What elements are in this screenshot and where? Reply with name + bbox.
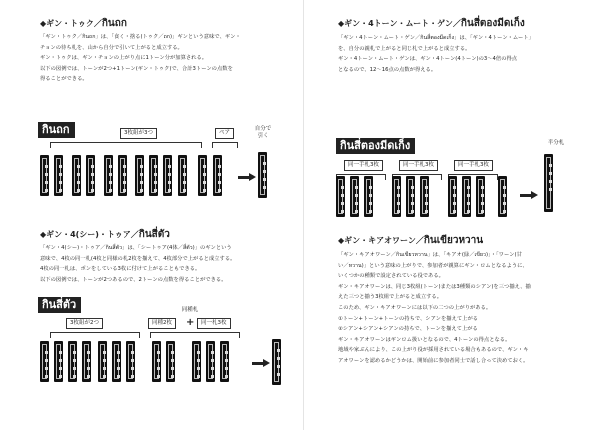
card-tile bbox=[178, 155, 187, 196]
group-bracket bbox=[50, 332, 140, 338]
arrow-icon bbox=[520, 194, 532, 197]
section-label: กินสี่ตองมีดเก็ง bbox=[336, 138, 415, 154]
section-gin-si-tua bbox=[40, 227, 170, 242]
card-tile bbox=[126, 341, 135, 382]
card-tile bbox=[54, 155, 63, 196]
section-body bbox=[338, 33, 534, 75]
group-label: 同一手札3枚 bbox=[454, 160, 493, 171]
card-tile bbox=[198, 155, 207, 196]
group-label: 同一札3枚 bbox=[197, 318, 231, 329]
section-gin-thuk bbox=[40, 16, 127, 31]
arrow-icon bbox=[238, 176, 250, 179]
card-tile bbox=[135, 155, 144, 196]
body-line: 「ギン・4トーン・ムート・ゲン／กินสี่ตองมีดเก็ง」は、「ギン・4トーン・ムート」 bbox=[338, 35, 534, 41]
body-line: ギン・4トーン・ムート・ゲンは、ギン・4トーン(4トーン)の3〜4倍の得点 bbox=[338, 56, 518, 63]
body-line: 得ることができる。 bbox=[40, 76, 88, 83]
card-tile bbox=[112, 341, 121, 382]
body-line: ギン・トゥクは、ギン・チョンの上がり点に1トーン分が加算される。 bbox=[40, 55, 208, 62]
card-tile bbox=[152, 341, 161, 382]
card-tile bbox=[220, 341, 229, 382]
section-gin-khiao-wan bbox=[338, 233, 483, 248]
body-line: 意味で、4枚の同一札(4枚と同様の札2枚を揃えて、4枚部分で上がると成立する。 bbox=[40, 255, 236, 262]
group-label: 同一手札3枚 bbox=[399, 160, 438, 171]
body-line: ①トーン+トーン+トーンの持ちで、シアンを揃えて上がる bbox=[338, 315, 479, 322]
heading-ja: ◆ギン・4(シー)・トゥア／ bbox=[40, 230, 139, 239]
card-tile bbox=[498, 176, 507, 217]
card-tile bbox=[213, 155, 222, 196]
heading-th: กินเขียวหวาน bbox=[423, 235, 484, 246]
card-tile bbox=[54, 341, 63, 382]
card-tile bbox=[364, 176, 373, 217]
section-heading bbox=[40, 227, 170, 242]
right-page bbox=[304, 0, 608, 430]
pair-label: ペア bbox=[215, 128, 234, 139]
card-tile bbox=[192, 341, 201, 382]
heading-th: กินสี่ตัว bbox=[138, 229, 170, 240]
card-tile bbox=[104, 155, 113, 196]
body-line: い／หวาน)」という意味の上がりで、参加者が親算にギン・ロムとなるように、 bbox=[338, 262, 528, 269]
plus-sign: + bbox=[186, 317, 195, 328]
body-line: ギン・キアオワーンは、同じ3枚組(トーン)または3種類のシアン)を三つ揃え、揃 bbox=[338, 283, 531, 290]
body-line: アオワーンを認めるかどうかは、開始前に参加者同士で話し合って決めておく。 bbox=[338, 357, 529, 364]
card-tile bbox=[40, 155, 49, 196]
card-tile bbox=[166, 341, 175, 382]
group-label: 3枚組が2つ bbox=[66, 318, 103, 329]
body-line: ②シアン+シアン+シアンの持ちで、トーンを揃えて上がる bbox=[338, 326, 478, 333]
body-line: 「ギン・4(シー)・トゥア／กินสี่ตัว」は、「シートゥア(4体／สี่ตัว)」のギンという bbox=[40, 245, 232, 251]
body-line: チョンの待ち札を、山から自分で引いて上がると成立する。 bbox=[40, 44, 183, 51]
card-tile bbox=[118, 155, 127, 196]
group-bracket bbox=[150, 332, 240, 338]
same-card-note: 同種札 bbox=[181, 307, 199, 313]
body-line: 以下の図例では、トーンが2つあるので、2トーンの点数を得ることができる。 bbox=[40, 276, 227, 283]
card-tile bbox=[258, 152, 267, 198]
body-line: 「ギン・キアオワーン／กินเขียวหวาน」は、「キアオ(緑／เขียว)」・「ワーン(甘 bbox=[338, 252, 522, 258]
card-tile bbox=[98, 341, 107, 382]
body-line: このため、ギン・キアオワーンには以下の二つの上がりがある。 bbox=[338, 304, 492, 311]
card-tile bbox=[462, 176, 471, 217]
heading-ja: ◆ギン・トゥク／ bbox=[40, 19, 102, 28]
section-heading bbox=[338, 233, 483, 248]
section-label: กินสี่ตัว bbox=[38, 297, 81, 313]
card-tile bbox=[82, 341, 91, 382]
card-tile bbox=[448, 176, 457, 217]
card-tile bbox=[476, 176, 485, 217]
card-tile bbox=[40, 341, 49, 382]
group-bracket bbox=[50, 142, 202, 148]
body-line: えた三つと揃う3枚組で上がると成立する。 bbox=[338, 294, 443, 301]
body-line: 4枚の同一札は、ポンをしている3枚に付けて上がることもできる。 bbox=[40, 266, 201, 273]
card-tile bbox=[149, 155, 158, 196]
body-line: 地域や家ぶんにより、この上がり役が採用されている場合もあるので、ギン・キ bbox=[338, 347, 529, 354]
card-tile bbox=[86, 155, 95, 196]
heading-ja: ◆ギン・4トーン・ムート・ゲン／ bbox=[338, 19, 461, 28]
section-heading bbox=[338, 16, 525, 31]
arrow-icon bbox=[252, 362, 264, 365]
card-tile bbox=[206, 341, 215, 382]
half-card-note: 半分札 bbox=[547, 140, 565, 146]
card-tile bbox=[272, 339, 281, 385]
heading-ja: ◆ギン・キアオワーン／ bbox=[338, 236, 424, 245]
section-body bbox=[40, 243, 235, 285]
card-tile bbox=[72, 155, 81, 196]
body-line: 「ギン・トゥク／กินถก」は、「食く・捨る(トゥク／ถก)」ギンという意味で、ギン・ bbox=[40, 34, 241, 40]
body-line: 以下の図例では、トーンが2つ+1トーン(ギン・トゥク)で、合計3トーンの点数を bbox=[40, 65, 233, 72]
heading-th: กินสี่ตองมีดเก็ง bbox=[460, 18, 525, 29]
section-gin-si-tong bbox=[338, 16, 525, 31]
pair-bracket bbox=[212, 142, 238, 148]
card-tile bbox=[68, 341, 77, 382]
section-heading bbox=[40, 16, 127, 31]
card-tile bbox=[420, 176, 429, 217]
group-label: 同一手札3枚 bbox=[344, 160, 383, 171]
group-label: 3枚組が3つ bbox=[120, 128, 157, 139]
card-tile bbox=[406, 176, 415, 217]
body-line: となるので、12〜16点の点数が得える。 bbox=[338, 66, 437, 73]
body-line: いくつかの種類で設定されている役である。 bbox=[338, 273, 444, 280]
section-body bbox=[338, 250, 531, 367]
card-tile bbox=[336, 176, 345, 217]
section-label: กินถก bbox=[38, 122, 75, 138]
heading-th: กินถก bbox=[101, 18, 127, 29]
section-body bbox=[40, 32, 241, 85]
body-line: ギン・キアオワーンはギンロム扱いとなるので、4トーンの得点となる。 bbox=[338, 336, 511, 343]
body-line: を、自分の親札で上がると同じ札で上がると成立する。 bbox=[338, 45, 471, 52]
card-tile bbox=[392, 176, 401, 217]
card-tile bbox=[350, 176, 359, 217]
group-label: 同種2枚 bbox=[148, 318, 176, 329]
card-tile bbox=[163, 155, 172, 196]
card-tile bbox=[544, 154, 553, 212]
draw-note: 自分で 引く bbox=[254, 126, 272, 139]
